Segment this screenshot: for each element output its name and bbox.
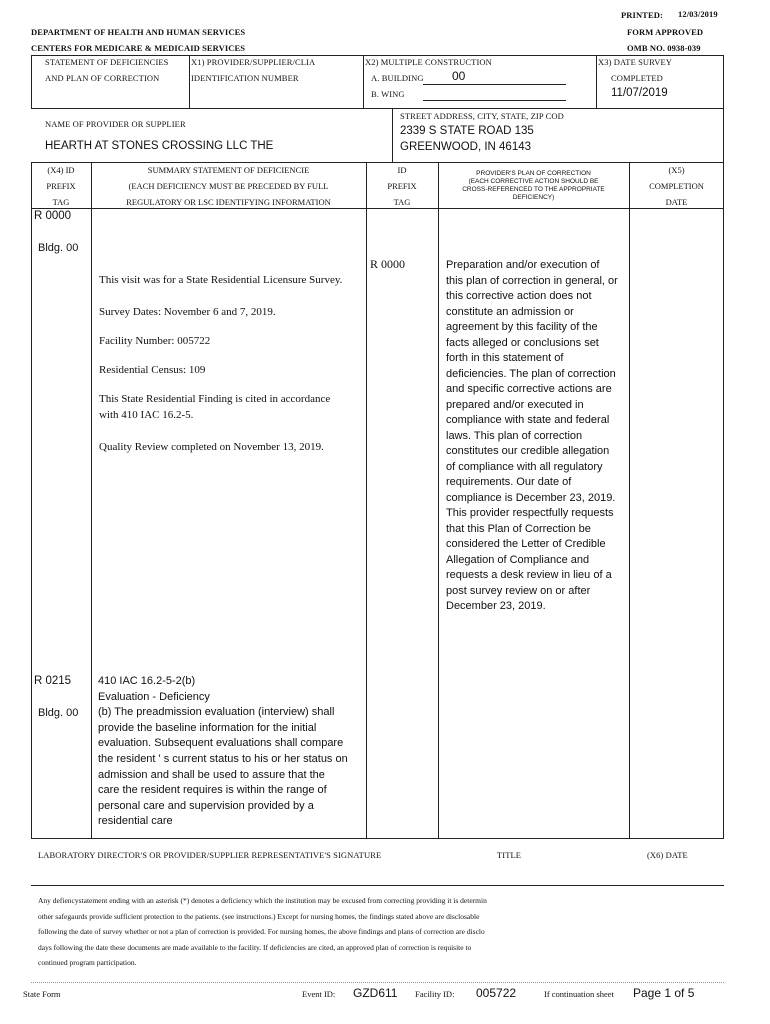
rule — [392, 108, 393, 162]
building-underline — [423, 84, 566, 85]
row1-bldg: Bldg. 00 — [38, 242, 79, 254]
form-approved: FORM APPROVED — [627, 27, 704, 37]
facility-id-value: 005722 — [476, 986, 517, 1000]
printed-date: 12/03/2019 — [678, 9, 718, 19]
facility-id-label: Facility ID: — [415, 989, 455, 999]
poc-header: PROVIDER'S PLAN OF CORRECTION (EACH CORRECTIVE ACTION SHOULD BE CROSS-REFERENCED TO THE APPROPRIATE DEFICIENCY) — [462, 170, 605, 201]
survey-date: 11/07/2019 — [611, 87, 668, 99]
printed-label: PRINTED: — [621, 10, 663, 20]
provider-name: HEARTH AT STONES CROSSING LLC THE — [45, 140, 274, 152]
row2-tag: R 0215 — [34, 675, 72, 687]
rule — [31, 55, 724, 56]
x1-label-2: IDENTIFICATION NUMBER — [191, 73, 299, 83]
x6-date-label: (X6) DATE — [647, 850, 688, 860]
row1-id-tag: R 0000 — [370, 257, 406, 271]
x5-header: (X5) COMPLETION DATE — [649, 165, 704, 207]
event-id-label: Event ID: — [302, 989, 336, 999]
statement-label-2: AND PLAN OF CORRECTION — [45, 73, 160, 83]
rule — [596, 55, 597, 108]
summary-paragraph: Quality Review completed on November 13, 2019. — [99, 441, 324, 453]
rule — [31, 162, 32, 838]
summary-paragraph: Residential Census: 109 — [99, 364, 206, 376]
id-header: ID PREFIX TAG — [387, 165, 417, 207]
summary-header: SUMMARY STATEMENT OF DEFICIENCIE (EACH DEFICIENCY MUST BE PRECEDED BY FULL REGULATORY OR LSC IDENTIFYING INFORMATION — [126, 165, 331, 207]
row2-bldg: Bldg. 00 — [38, 707, 79, 719]
x4-header: (X4) ID PREFIX TAG — [46, 165, 76, 207]
omb-number: OMB NO. 0938-039 — [627, 43, 701, 53]
footer-form: State Form — [23, 989, 61, 999]
agency-line2: CENTERS FOR MEDICARE & MEDICAID SERVICES — [31, 43, 246, 53]
rule — [363, 55, 364, 108]
summary-paragraph: Facility Number: 005722 — [99, 335, 211, 347]
row2-summary: 410 IAC 16.2-5-2(b) Evaluation - Deficiency (b) The preadmission evaluation (interview) shall provide the baseline information for the initial evaluation. Subsequent evaluations shall compare the resident ' s current status to his or her status on admission and shall be used to assure that the care the resident requires is within the range of personal care and supervision provided by a residential care — [98, 675, 348, 828]
continuation-label: If continuation sheet — [544, 989, 614, 999]
wing-underline — [423, 100, 566, 101]
row1-tag: R 0000 — [34, 210, 72, 222]
wing-label: B. WING — [371, 89, 405, 99]
page-number: Page 1 of 5 — [633, 986, 695, 1000]
title-label: TITLE — [497, 850, 522, 860]
provider-name-label: NAME OF PROVIDER OR SUPPLIER — [45, 119, 186, 129]
signature-label: LABORATORY DIRECTOR'S OR PROVIDER/SUPPLIER REPRESENTATIVE'S SIGNATURE — [38, 850, 382, 860]
row1-summary — [99, 272, 349, 455]
building-label: A. BUILDING — [371, 73, 424, 83]
address-label: STREET ADDRESS, CITY, STATE, ZIP COD — [400, 111, 564, 121]
rule — [31, 838, 724, 839]
summary-paragraph: This visit was for a State Residential Licensure Survey. — [99, 274, 343, 286]
rule — [366, 162, 367, 838]
rule — [31, 885, 724, 886]
address-line1: 2339 S STATE ROAD 135 — [400, 125, 534, 137]
building-value: 00 — [452, 69, 466, 83]
x3-label-2: COMPLETED — [611, 73, 663, 83]
x2-label: X2) MULTIPLE CONSTRUCTION — [365, 57, 492, 67]
statement-label: STATEMENT OF DEFICIENCIES — [45, 57, 169, 67]
x1-label: X1) PROVIDER/SUPPLIER/CLIA — [191, 57, 316, 67]
event-id-value: GZD611 — [353, 986, 398, 1000]
agency-line1: DEPARTMENT OF HEALTH AND HUMAN SERVICES — [31, 27, 246, 37]
x3-label: X3) DATE SURVEY — [598, 57, 673, 67]
rule — [31, 982, 724, 983]
address-line2: GREENWOOD, IN 46143 — [400, 141, 532, 153]
poc-text: Preparation and/or execution of this plan of correction in general, or this corrective action does not constitute an admission or agreement by this facility of the facts alleged or conclusions set forth in this statement of deficiencies. The plan of correction and specific corrective actions are prepared and/or executed in compliance with state and federal laws. This plan of correction constitutes our credible allegation of compliance with all regulatory requirements. Our date of compliance is December 23, 2019. This provider respectfully requests that this Plan of Correction be considered the Letter of Credible Allegation of Compliance and requests a desk review in lieu of a post survey review on or after December 23, 2019. — [446, 259, 618, 612]
summary-paragraph: This State Residential Finding is cited in accordance with 410 IAC 16.2-5. — [99, 393, 331, 421]
rule — [31, 55, 32, 108]
summary-paragraph: Survey Dates: November 6 and 7, 2019. — [99, 306, 276, 318]
rule — [91, 162, 92, 838]
rule — [189, 55, 190, 108]
rule — [31, 108, 724, 109]
disclaimer: Any defiencystatement ending with an asterisk (*) denotes a deficiency which the institution may be excused from correcting providing it is determin other safegaurds provide sufficient protection to the patients. (see instructions.) Except for nursing homes, the findings stated above are disclosable following the date of survey whether or not a plan of correction is provided. For nursing homes, the above findings and plans of correction are disclo days following the date these documents are made available to the facility. If deficiencies are cited, an approved plan of correction is requisite to continued program participation. — [38, 896, 487, 967]
rule — [438, 162, 439, 838]
rule — [629, 162, 630, 838]
row1-plan-of-correction — [446, 258, 618, 615]
